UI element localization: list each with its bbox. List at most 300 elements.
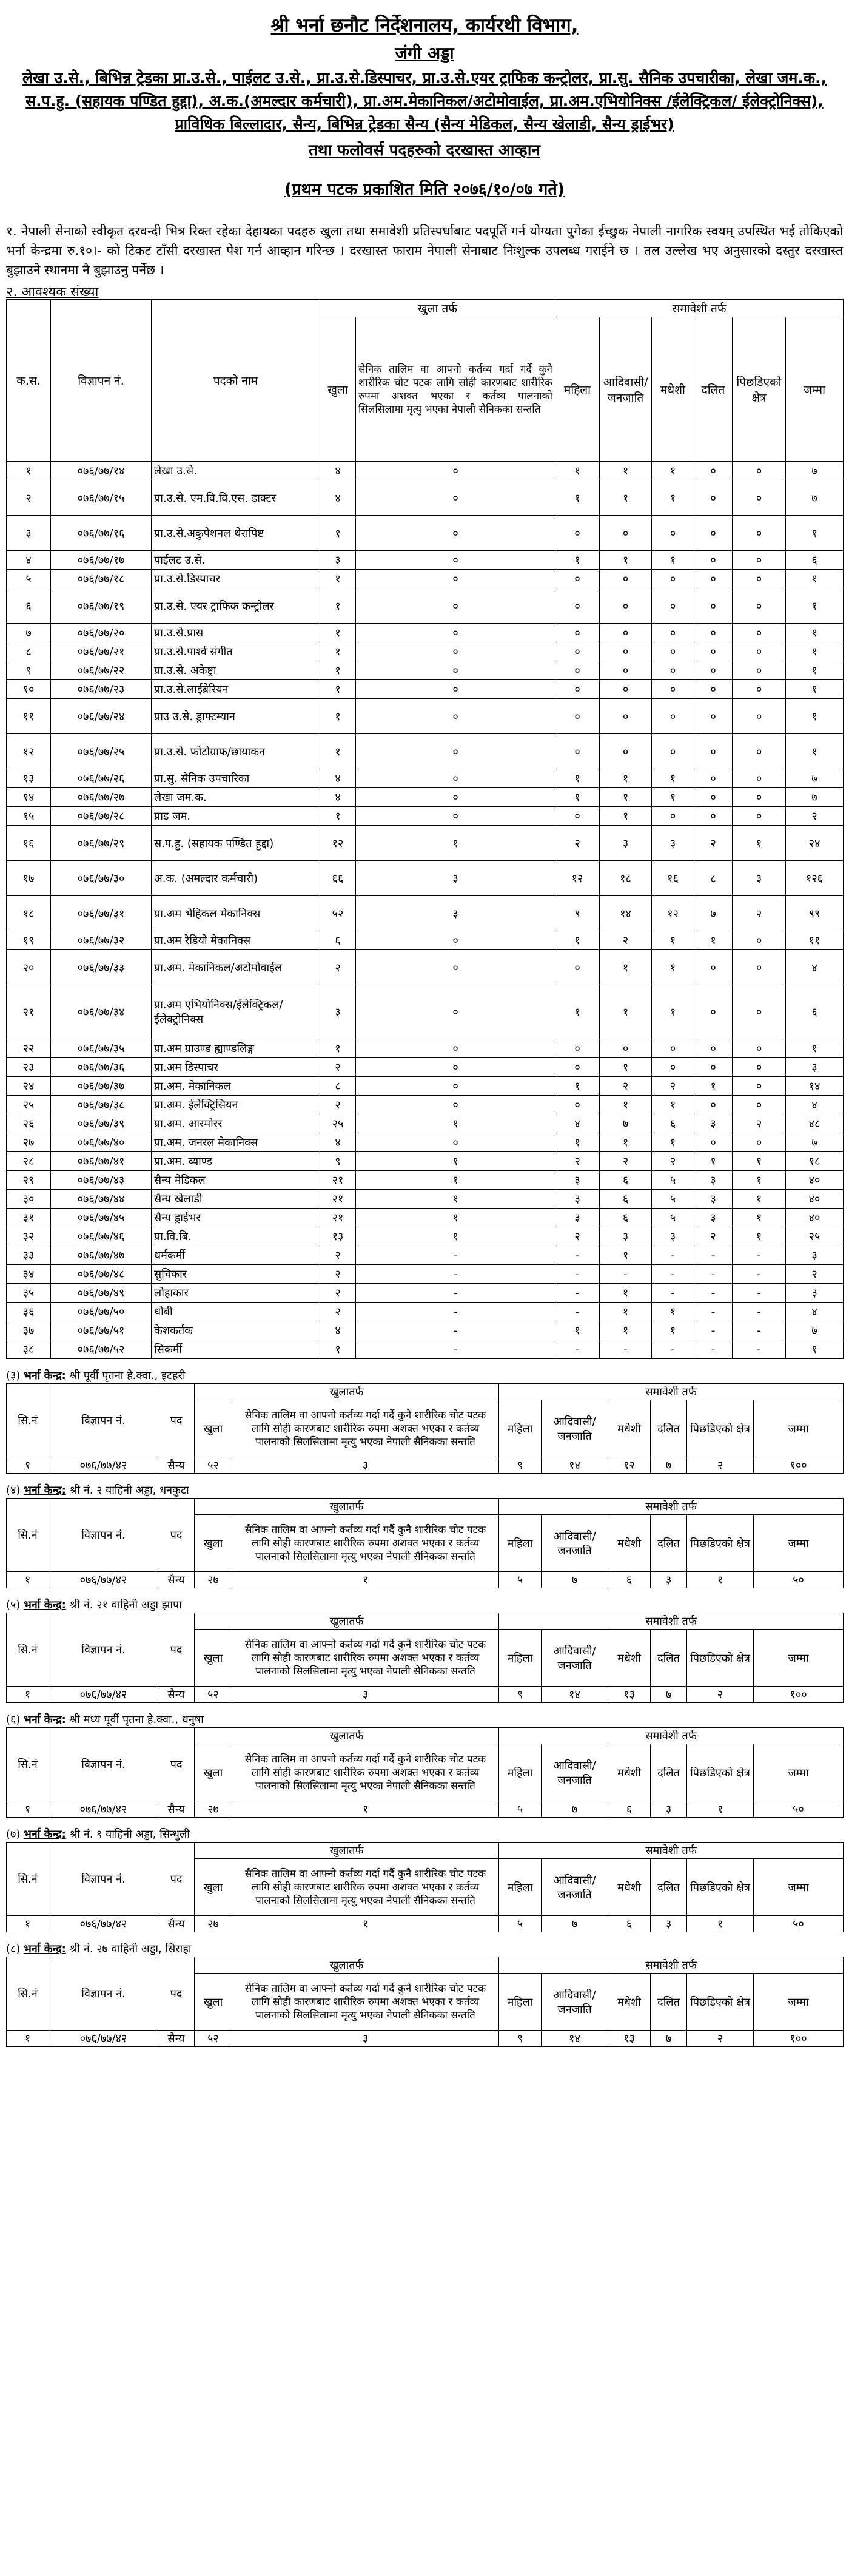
- cell-dalit: ०: [694, 699, 733, 734]
- col-header-madhesi: मधेशी: [608, 1859, 651, 1916]
- header-line4: तथा फलोवर्स पदहरुको दरखास्त आव्हान: [309, 141, 540, 160]
- cell-sn: ३८: [7, 1340, 51, 1359]
- cell-army-heir: ०: [356, 516, 555, 551]
- cell-army-heir: ०: [356, 480, 555, 516]
- center-place: श्री नं. २७ वाहिनी अड्डा, सिराहा: [69, 1943, 192, 1955]
- cell-sn: ३३: [7, 1246, 51, 1265]
- cell-madhesi: १२: [652, 896, 694, 931]
- cell-sn: ३: [7, 516, 51, 551]
- cell-army-heir: १: [356, 1190, 555, 1209]
- col-header-inclusive-group: समावेशी तर्फ: [499, 1384, 844, 1400]
- cell-post-name: प्रा.अम. ईलेक्ट्रिसियन: [152, 1096, 320, 1114]
- col-header-post: पदको नाम: [152, 300, 320, 462]
- cell-backward: ०: [733, 1039, 786, 1058]
- cell-open: १: [320, 624, 356, 642]
- cell-madhesi: २: [652, 1152, 694, 1171]
- cell-adivasi: ०: [600, 624, 652, 642]
- cell-dalit: -: [694, 1246, 733, 1265]
- cell-madhesi: ०: [652, 1058, 694, 1077]
- cell-open: २: [320, 1058, 356, 1077]
- cell-post-name: प्राड जम.: [152, 807, 320, 826]
- cell-madhesi: १: [652, 950, 694, 985]
- col-header-open-group: खुलातर्फ: [195, 1728, 499, 1744]
- intro-paragraph: १. नेपाली सेनाको स्वीकृत दरवन्दी भित्र रिक्त रहेका देहायका पदहरु खुला तथा समावेशी प्रतिस्पर्धाबाट पदपूर्ति गर्न योग्यता पुगेका ईच्छुक नेपाली नागरिक स्वयम् उपस्थित भई तोकिएको भर्ना केन्द्रमा रु.१०।- को टिकट टाँसी दरखास्त पेश गर्न आव्हान गरिन्छ । दरखास्त फाराम नेपाली सेनाबाट निःशुल्क उपलब्ध गराईने छ । तल उल्लेख भए अनुसारको दस्तुर दरखास्त बुझाउने स्थानमा नै बुझाउनु पर्नेछ ।: [6, 224, 843, 277]
- cell-backward: ०: [733, 931, 786, 950]
- cell-women: २: [555, 1227, 600, 1246]
- cell-open: १: [320, 661, 356, 680]
- cell-post-name: प्रा.उ.से.पार्श्व संगीत: [152, 642, 320, 661]
- center-label: [6, 1598, 843, 1613]
- table-row: [7, 1284, 844, 1303]
- cell-army-heir: ०: [356, 624, 555, 642]
- cell-post-name: लोहाकार: [152, 1284, 320, 1303]
- cell-adivasi: १४: [600, 896, 652, 931]
- cell-open: ५२: [195, 2031, 232, 2047]
- center-label-text: भर्ना केन्द्र:: [24, 1369, 66, 1382]
- table-row: [7, 1190, 844, 1209]
- cell-ad-no: ०७६/७७/४०: [51, 1133, 152, 1152]
- col-header-ad-no: विज्ञापन नं.: [49, 1499, 158, 1572]
- cell-total: ७: [786, 1321, 844, 1340]
- col-header-madhesi: मधेशी: [608, 1400, 651, 1457]
- table-row: [7, 1457, 844, 1474]
- cell-army-heir: ०: [356, 734, 555, 769]
- col-header-open-group: खुला तर्फ: [320, 300, 555, 317]
- col-header-open: खुला: [195, 1630, 232, 1687]
- cell-women: ०: [555, 624, 600, 642]
- cell-post-name: प्रा.सु. सैनिक उपचारिका: [152, 769, 320, 788]
- center-label-text: भर्ना केन्द्र:: [24, 1599, 66, 1611]
- cell-open: ४: [320, 788, 356, 807]
- cell-backward: ०: [733, 788, 786, 807]
- col-header-women: महिला: [555, 317, 600, 462]
- cell-sn: १: [7, 1916, 49, 1932]
- center-label: [6, 1942, 843, 1957]
- cell-women: ०: [555, 680, 600, 699]
- cell-madhesi: ०: [652, 734, 694, 769]
- cell-madhesi: ५: [652, 1171, 694, 1190]
- cell-post-name: धोबी: [152, 1303, 320, 1321]
- cell-madhesi: १: [652, 788, 694, 807]
- cell-adivasi: १: [600, 950, 652, 985]
- cell-total: १: [786, 624, 844, 642]
- col-header-open-group: खुलातर्फ: [195, 1613, 499, 1630]
- cell-post-name: अ.क. (अमल्दार कर्मचारी): [152, 861, 320, 896]
- cell-ad: ०७६/७७/४२: [49, 1687, 158, 1703]
- cell-ad-no: ०७६/७७/१९: [51, 588, 152, 624]
- cell-total: ७: [786, 788, 844, 807]
- cell-madhesi: १: [652, 985, 694, 1039]
- cell-ad: ०७६/७७/४२: [49, 1801, 158, 1818]
- cell-sn: १: [7, 1687, 49, 1703]
- cell-post-name: प्रा.उ.से. एम.वि.वि.एस. डाक्टर: [152, 480, 320, 516]
- cell-ad-no: ०७६/७७/३४: [51, 985, 152, 1039]
- cell-sn: १: [7, 1457, 49, 1474]
- cell-total: १: [786, 570, 844, 588]
- cell-open: ६: [320, 931, 356, 950]
- cell-total: २४: [786, 826, 844, 861]
- cell-total: १: [786, 661, 844, 680]
- col-header-sn: सि.नं: [7, 1728, 49, 1801]
- cell-sn: ११: [7, 699, 51, 734]
- col-header-adivasi: आदिवासी/ जनजाति: [542, 1515, 608, 1572]
- cell-adivasi: १: [600, 1058, 652, 1077]
- cell-backward: ०: [733, 642, 786, 661]
- center-table: [6, 1383, 844, 1474]
- cell-dalit: ०: [694, 462, 733, 480]
- col-header-open: खुला: [195, 1859, 232, 1916]
- cell-women: १२: [555, 861, 600, 896]
- cell-adivasi: २: [600, 1077, 652, 1096]
- cell-backward: १: [733, 1152, 786, 1171]
- cell-adivasi: १: [600, 1133, 652, 1152]
- cell-total: ७: [786, 480, 844, 516]
- col-header-dalit: दलित: [651, 1974, 687, 2031]
- cell-adivasi: ०: [600, 516, 652, 551]
- col-header-women: महिला: [499, 1400, 542, 1457]
- cell-sn: २५: [7, 1096, 51, 1114]
- cell-backward: १: [733, 1171, 786, 1190]
- cell-post-name: प्रा.अम. जनरल मेकानिक्स: [152, 1133, 320, 1152]
- cell-dalit: ०: [694, 1039, 733, 1058]
- table-row: [7, 1114, 844, 1133]
- cell-total: ४: [786, 1303, 844, 1321]
- cell-army-heir: ०: [356, 985, 555, 1039]
- cell-open: २: [320, 1096, 356, 1114]
- col-header-army-heir: सैनिक तालिम वा आफ्नो कर्तव्य गर्दा गर्दै कुनै शारीरिक चोट पटक लागि सोही कारणबाट शारीरिक रुपमा अशक्त भएका र कर्तव्य पालनाको सिलसिलामा मृत्यु भएका नेपाली सैनिकका सन्तति: [232, 1630, 499, 1687]
- cell-t: १००: [754, 1687, 844, 1703]
- cell-post-name: सिकर्मी: [152, 1340, 320, 1359]
- cell-madhesi: ०: [652, 588, 694, 624]
- col-header-madhesi: मधेशी: [608, 1974, 651, 2031]
- cell-total: ७: [786, 1133, 844, 1152]
- cell-adivasi: ०: [600, 734, 652, 769]
- cell-women: १: [555, 462, 600, 480]
- center-table: [6, 1498, 844, 1588]
- cell-army-heir: ०: [356, 950, 555, 985]
- cell-backward: ०: [733, 480, 786, 516]
- col-header-madhesi: मधेशी: [608, 1744, 651, 1801]
- cell-backward: -: [733, 1284, 786, 1303]
- cell-army-heir: -: [356, 1265, 555, 1284]
- center-label: [6, 1369, 843, 1383]
- cell-heir: ३: [232, 1457, 499, 1474]
- cell-post-name: केशकर्तक: [152, 1321, 320, 1340]
- cell-total: २: [786, 807, 844, 826]
- cell-d: ३: [651, 1916, 687, 1932]
- cell-adivasi: २: [600, 1152, 652, 1171]
- cell-total: १: [786, 516, 844, 551]
- cell-adivasi: ०: [600, 1039, 652, 1058]
- cell-ad-no: ०७६/७७/१७: [51, 551, 152, 570]
- cell-army-heir: १: [356, 1227, 555, 1246]
- cell-adivasi: ६: [600, 1171, 652, 1190]
- table-row: [7, 1209, 844, 1227]
- col-header-total: जम्मा: [754, 1974, 844, 2031]
- cell-women: २: [555, 1152, 600, 1171]
- cell-post-name: प्रा.अम. व्याण्ड: [152, 1152, 320, 1171]
- cell-women: २: [555, 826, 600, 861]
- cell-sn: २३: [7, 1058, 51, 1077]
- cell-dalit: ०: [694, 480, 733, 516]
- col-header-sn: सि.नं: [7, 1843, 49, 1916]
- col-header-sn: क.स.: [7, 300, 51, 462]
- cell-m: ६: [608, 1801, 651, 1818]
- cell-backward: ०: [733, 699, 786, 734]
- cell-post: सैन्य: [158, 1572, 195, 1588]
- cell-madhesi: १: [652, 1096, 694, 1114]
- table-row: [7, 1077, 844, 1096]
- cell-ad-no: ०७६/७७/२१: [51, 642, 152, 661]
- cell-ad: ०७६/७७/४२: [49, 1916, 158, 1932]
- cell-army-heir: ०: [356, 570, 555, 588]
- col-header-dalit: दलित: [651, 1400, 687, 1457]
- col-header-post: पद: [158, 1613, 195, 1687]
- cell-sn: २: [7, 480, 51, 516]
- cell-madhesi: १: [652, 551, 694, 570]
- cell-madhesi: -: [652, 1265, 694, 1284]
- col-header-adivasi: आदिवासी/ जनजाति: [542, 1400, 608, 1457]
- cell-army-heir: ०: [356, 1133, 555, 1152]
- cell-total: १: [786, 680, 844, 699]
- cell-open: ९: [320, 1152, 356, 1171]
- center-label-text: भर्ना केन्द्र:: [24, 1943, 66, 1955]
- cell-post: सैन्य: [158, 1801, 195, 1818]
- col-header-post: पद: [158, 1728, 195, 1801]
- cell-adivasi: -: [600, 1265, 652, 1284]
- cell-adivasi: ०: [600, 588, 652, 624]
- cell-women: १: [555, 551, 600, 570]
- col-header-army-heir: सैनिक तालिम वा आफ्नो कर्तव्य गर्दा गर्दै कुनै शारीरिक चोट पटक लागि सोही कारणबाट शारीरिक रुपमा अशक्त भएका र कर्तव्य पालनाको सिलसिलामा मृत्यु भएका नेपाली सैनिकका सन्तति: [232, 1744, 499, 1801]
- col-header-inclusive-group: समावेशी तर्फ: [499, 1499, 844, 1515]
- cell-adivasi: ३: [600, 1227, 652, 1246]
- cell-adivasi: १: [600, 480, 652, 516]
- cell-women: ०: [555, 570, 600, 588]
- cell-open: ४: [320, 462, 356, 480]
- cell-open: १: [320, 516, 356, 551]
- cell-post-name: प्रा.अम एभियोनिक्स/ईलेक्ट्रिकल/ ईलेक्ट्रोनिक्स: [152, 985, 320, 1039]
- cell-total: ७: [786, 462, 844, 480]
- cell-t: १००: [754, 2031, 844, 2047]
- center-table: [6, 1613, 844, 1703]
- cell-women: ०: [555, 734, 600, 769]
- cell-j: १४: [542, 2031, 608, 2047]
- cell-dalit: ०: [694, 788, 733, 807]
- col-header-open-group: खुलातर्फ: [195, 1499, 499, 1515]
- table-row: [7, 826, 844, 861]
- table-row: [7, 1227, 844, 1246]
- cell-backward: ०: [733, 769, 786, 788]
- cell-post-name: प्रा.उ.से. एयर ट्राफिक कन्ट्रोलर: [152, 588, 320, 624]
- cell-sn: ३२: [7, 1227, 51, 1246]
- cell-adivasi: ७: [600, 1114, 652, 1133]
- cell-total: ४०: [786, 1171, 844, 1190]
- cell-t: ५०: [754, 1916, 844, 1932]
- center-label: [6, 1713, 843, 1727]
- cell-adivasi: ०: [600, 680, 652, 699]
- cell-total: १४: [786, 1077, 844, 1096]
- publication-date: (प्रथम पटक प्रकाशित मिति २०७६/१०/०७ गते): [284, 180, 565, 199]
- col-header-open: खुला: [195, 1744, 232, 1801]
- cell-w: ९: [499, 1687, 542, 1703]
- cell-post-name: प्रा.अम रेडियो मेकानिक्स: [152, 931, 320, 950]
- col-header-ad-no: विज्ञापन नं.: [49, 1613, 158, 1687]
- cell-army-heir: ०: [356, 699, 555, 734]
- cell-madhesi: १: [652, 1303, 694, 1321]
- cell-army-heir: ०: [356, 1058, 555, 1077]
- cell-army-heir: १: [356, 1171, 555, 1190]
- cell-post-name: प्रा.उ.से.लाईब्रेरियन: [152, 680, 320, 699]
- cell-adivasi: १: [600, 807, 652, 826]
- cell-post-name: प्रा.उ.से.डिस्पाचर: [152, 570, 320, 588]
- cell-w: ९: [499, 2031, 542, 2047]
- table-row: [7, 1039, 844, 1058]
- cell-ad: ०७६/७७/४२: [49, 1457, 158, 1474]
- cell-army-heir: -: [356, 1340, 555, 1359]
- table-row: [7, 1687, 844, 1703]
- cell-sn: ४: [7, 551, 51, 570]
- cell-ad-no: ०७६/७७/३५: [51, 1039, 152, 1058]
- table-row: [7, 680, 844, 699]
- cell-total: ४०: [786, 1209, 844, 1227]
- cell-women: ०: [555, 1039, 600, 1058]
- cell-women: ३: [555, 1190, 600, 1209]
- cell-total: १: [786, 734, 844, 769]
- cell-army-heir: १: [356, 826, 555, 861]
- cell-madhesi: १: [652, 931, 694, 950]
- cell-madhesi: ०: [652, 516, 694, 551]
- cell-dalit: ०: [694, 1133, 733, 1152]
- cell-post-name: प्रा.अम. मेकानिकल: [152, 1077, 320, 1096]
- cell-women: ४: [555, 1114, 600, 1133]
- cell-madhesi: १: [652, 480, 694, 516]
- cell-backward: ०: [733, 624, 786, 642]
- cell-ad-no: ०७६/७७/४८: [51, 1265, 152, 1284]
- cell-p: २: [687, 1457, 754, 1474]
- cell-army-heir: -: [356, 1284, 555, 1303]
- cell-open: १: [320, 570, 356, 588]
- cell-women: ०: [555, 950, 600, 985]
- cell-post-name: धर्मकर्मी: [152, 1246, 320, 1265]
- cell-women: ०: [555, 807, 600, 826]
- cell-army-heir: १: [356, 1152, 555, 1171]
- header-line3: लेखा उ.से., बिभिन्न ट्रेडका प्रा.उ.से., पाईलट उ.से., प्रा.उ.से.डिस्पाचर, प्रा.उ.से.एयर ट्राफिक कन्ट्रोलर, प्रा.सु. सैनिक उपचारीका, लेखा जम.क., स.प.हु. (सहायक पण्डित हुद्दा), अ.क.(अमल्दार कर्मचारी), प्रा.अम.मेकानिकल/अटोमोवाईल, प्रा.अम.एभियोनिक्स /ईलेक्ट्रिकल/ ईलेक्ट्रोनिक्स), प्राविधिक बिल्लादार, सैन्य, बिभिन्न ट्रेडका सैन्य (सैन्य मेडिकल, सैन्य खेलाडी, सैन्य ड्राईभर): [22, 69, 827, 133]
- cell-dalit: -: [694, 1303, 733, 1321]
- cell-total: ३: [786, 1284, 844, 1303]
- cell-ad-no: ०७६/७७/५०: [51, 1303, 152, 1321]
- cell-dalit: १: [694, 1077, 733, 1096]
- cell-d: ३: [651, 1572, 687, 1588]
- col-header-post: पद: [158, 1384, 195, 1457]
- table-row: [7, 480, 844, 516]
- cell-sn: २८: [7, 1152, 51, 1171]
- cell-army-heir: ०: [356, 931, 555, 950]
- cell-sn: २९: [7, 1171, 51, 1190]
- cell-dalit: ७: [694, 896, 733, 931]
- col-header-open-group: खुलातर्फ: [195, 1384, 499, 1400]
- col-header-post: पद: [158, 1499, 195, 1572]
- cell-d: ७: [651, 1457, 687, 1474]
- cell-backward: ३: [733, 861, 786, 896]
- col-header-adivasi: आदिवासी/ जनजाति: [542, 1744, 608, 1801]
- cell-ad-no: ०७६/७७/३९: [51, 1114, 152, 1133]
- cell-ad-no: ०७६/७७/१४: [51, 462, 152, 480]
- cell-p: १: [687, 1801, 754, 1818]
- cell-sn: २६: [7, 1114, 51, 1133]
- table-row: [7, 661, 844, 680]
- cell-m: १३: [608, 1687, 651, 1703]
- cell-w: ५: [499, 1572, 542, 1588]
- cell-adivasi: १: [600, 1284, 652, 1303]
- cell-open: २७: [195, 1572, 232, 1588]
- cell-t: ५०: [754, 1572, 844, 1588]
- table-row: [7, 1265, 844, 1284]
- cell-adivasi: ३: [600, 826, 652, 861]
- cell-open: ६६: [320, 861, 356, 896]
- cell-women: ०: [555, 642, 600, 661]
- cell-madhesi: ६: [652, 1114, 694, 1133]
- cell-backward: २: [733, 1114, 786, 1133]
- cell-total: ४८: [786, 1114, 844, 1133]
- col-header-open: खुला: [195, 1400, 232, 1457]
- cell-army-heir: ३: [356, 896, 555, 931]
- cell-backward: ०: [733, 551, 786, 570]
- cell-adivasi: १: [600, 788, 652, 807]
- cell-open: २७: [195, 1916, 232, 1932]
- cell-madhesi: १: [652, 769, 694, 788]
- cell-backward: -: [733, 1340, 786, 1359]
- cell-madhesi: ०: [652, 661, 694, 680]
- header-line1: श्री भर्ना छनौट निर्देशनालय, कार्यरथी विभाग,: [270, 15, 579, 36]
- cell-total: ९९: [786, 896, 844, 931]
- cell-dalit: ३: [694, 1171, 733, 1190]
- cell-adivasi: १: [600, 1096, 652, 1114]
- cell-dalit: ०: [694, 588, 733, 624]
- cell-open: १: [320, 734, 356, 769]
- col-header-madhesi: मधेशी: [608, 1630, 651, 1687]
- cell-adivasi: १: [600, 769, 652, 788]
- cell-open: २५: [320, 1114, 356, 1133]
- cell-backward: ०: [733, 516, 786, 551]
- cell-women: १: [555, 931, 600, 950]
- cell-dalit: ३: [694, 1209, 733, 1227]
- cell-adivasi: १: [600, 551, 652, 570]
- center-place: श्री नं. २ वाहिनी अड्डा, धनकुटा: [69, 1484, 189, 1497]
- cell-madhesi: -: [652, 1246, 694, 1265]
- col-header-inclusive-group: समावेशी तर्फ: [499, 1843, 844, 1859]
- cell-t: १००: [754, 1457, 844, 1474]
- cell-dalit: ३: [694, 1114, 733, 1133]
- cell-open: ५२: [195, 1687, 232, 1703]
- cell-dalit: ०: [694, 1096, 733, 1114]
- cell-heir: १: [232, 1801, 499, 1818]
- cell-open: १: [320, 1340, 356, 1359]
- cell-ad-no: ०७६/७७/१५: [51, 480, 152, 516]
- cell-open: २: [320, 950, 356, 985]
- col-header-ad-no: विज्ञापन नं.: [49, 1843, 158, 1916]
- cell-dalit: ०: [694, 807, 733, 826]
- col-header-backward: पिछडिएको क्षेत्र: [687, 1974, 754, 2031]
- cell-dalit: -: [694, 1265, 733, 1284]
- cell-sn: ८: [7, 642, 51, 661]
- cell-sn: २२: [7, 1039, 51, 1058]
- cell-army-heir: ०: [356, 788, 555, 807]
- center-place: श्री मध्य पूर्वी पृतना हे.क्वा., धनुषा: [69, 1713, 204, 1726]
- cell-total: ७: [786, 769, 844, 788]
- col-header-dalit: दलित: [694, 317, 733, 462]
- col-header-madhesi: मधेशी: [652, 317, 694, 462]
- cell-ad-no: ०७६/७७/३८: [51, 1096, 152, 1114]
